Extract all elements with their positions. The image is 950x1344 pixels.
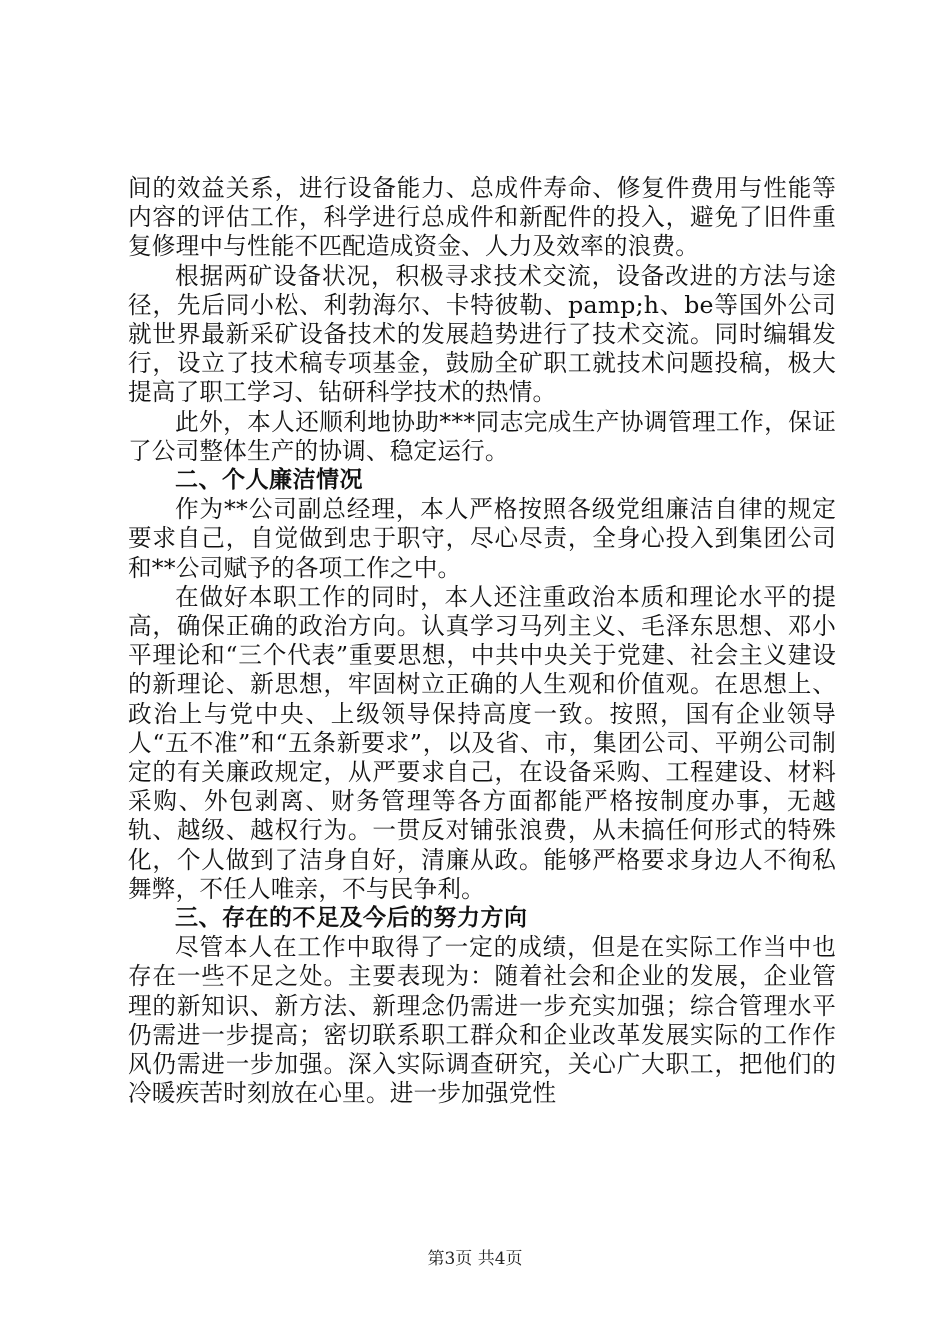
document-body [128, 174, 836, 1109]
paragraph-evaluation: 间的效益关系，进行设备能力、总成件寿命、修复件费用与性能等内容的评估工作，科学进行总成件和新配件的投入，避免了旧件重复修理中与性能不匹配造成资金、人力及效率的浪费。 [128, 174, 836, 261]
paragraph-shortcomings: 尽管本人在工作中取得了一定的成绩，但是在实际工作当中也存在一些不足之处。主要表现为：随着社会和企业的发展，企业管理的新知识、新方法、新理念仍需进一步充实加强；综合管理水平仍需进一步提高；密切联系职工群众和企业改革发展实际的工作作风仍需进一步加强。深入实际调查研究，关心广大职工，把他们的冷暖疾苦时刻放在心里。进一步加强党性 [128, 933, 836, 1108]
page-number-footer: 第3页 共4页 [427, 1249, 523, 1269]
section-heading-integrity: 二、个人廉洁情况 [175, 467, 363, 494]
paragraph-tech-exchange: 根据两矿设备状况，积极寻求技术交流，设备改进的方法与途径，先后同小松、利勃海尔、卡特彼勒、pamp;h、be等国外公司就世界最新采矿设备技术的发展趋势进行了技术交流。同时编辑发行，设立了技术稿专项基金，鼓励全矿职工就技术问题投稿，极大提高了职工学习、钻研科学技术的热情。 [128, 261, 836, 407]
section-heading-shortcomings: 三、存在的不足及今后的努力方向 [175, 905, 528, 932]
paragraph-self-discipline: 作为**公司副总经理，本人严格按照各级党组廉洁自律的规定要求自己，自觉做到忠于职守，尽心尽责，全身心投入到集团公司和**公司赋予的各项工作之中。 [128, 495, 836, 582]
paragraph-political-study: 在做好本职工作的同时，本人还注重政治本质和理论水平的提高，确保正确的政治方向。认真学习马列主义、毛泽东思想、邓小平理论和“三个代表”重要思想，中共中央关于党建、社会主义建设的新理论、新思想，牢固树立正确的人生观和价值观。在思想上、政治上与党中央、上级领导保持高度一致。按照，国有企业领导人“五不准”和“五条新要求”，以及省、市，集团公司、平朔公司制定的有关廉政规定，从严要求自己，在设备采购、工程建设、材料采购、外包剥离、财务管理等各方面都能严格按制度办事，无越轨、越级、越权行为。一贯反对铺张浪费，从未搞任何形式的特殊化，个人做到了洁身自好，清廉从政。能够严格要求身边人不徇私舞弊，不任人唯亲，不与民争利。 [128, 582, 836, 903]
paragraph-coordination: 此外，本人还顺利地协助***同志完成生产协调管理工作，保证了公司整体生产的协调、稳定运行。 [128, 407, 836, 465]
